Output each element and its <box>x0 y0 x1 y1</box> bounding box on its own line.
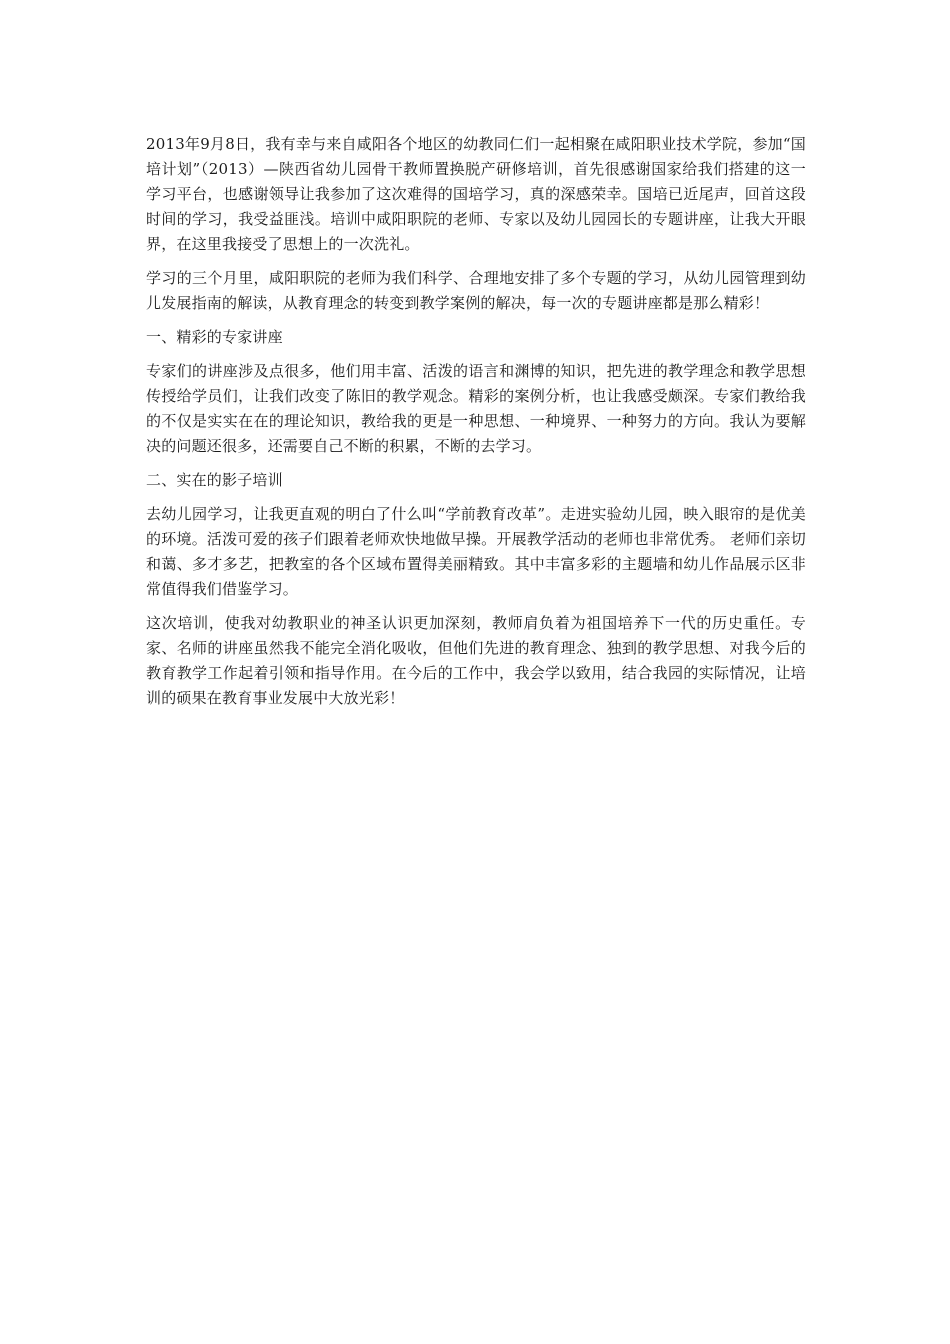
shadow-training-paragraph: 去幼儿园学习，让我更直观的明白了什么叫“学前教育改革”。走进实验幼儿园，映入眼帘的是优美的环境。活泼可爱的孩子们跟着老师欢快地做早操。开展教学活动的老师也非常优秀。 老师们亲切和蔼、多才多艺，把教室的各个区域布置得美丽精致。其中丰富多彩的主题墙和幼儿作品展示区非常值得我们借鉴学习。 <box>146 505 806 598</box>
study-overview-paragraph: 学习的三个月里，咸阳职院的老师为我们科学、合理地安排了多个专题的学习，从幼儿园管理到幼儿发展指南的解读，从教育理念的转变到教学案例的解决，每一次的专题讲座都是那么精彩！ <box>146 269 806 312</box>
expert-lectures-paragraph: 专家们的讲座涉及点很多，他们用丰富、活泼的语言和渊博的知识，把先进的教学理念和教学思想传授给学员们，让我们改变了陈旧的教学观念。精彩的案例分析，也让我感受颇深。专家们教给我的不仅是实实在在的理论知识，教给我的更是一种思想、一种境界、一种努力的方向。我认为要解决的问题还很多，还需要自己不断的积累，不断的去学习。 <box>146 362 806 455</box>
section-heading-shadow-training: 二、实在的影子培训 <box>146 471 283 489</box>
conclusion-paragraph: 这次培训，使我对幼教职业的神圣认识更加深刻，教师肩负着为祖国培养下一代的历史重任。专家、名师的讲座虽然我不能完全消化吸收，但他们先进的教育理念、独到的教学思想、对我今后的教育教学工作起着引领和指导作用。在今后的工作中，我会学以致用，结合我园的实际情况，让培训的硕果在教育事业发展中大放光彩！ <box>146 614 806 707</box>
section-heading-expert-lectures: 一、精彩的专家讲座 <box>146 328 283 346</box>
intro-paragraph: 2013年9月8日，我有幸与来自咸阳各个地区的幼教同仁们一起相聚在咸阳职业技术学院，参加“国培计划”（2013）—陕西省幼儿园骨干教师置换脱产研修培训，首先很感谢国家给我们搭建的这一学习平台，也感谢领导让我参加了这次难得的国培学习，真的深感荣幸。国培已近尾声，回首这段时间的学习，我受益匪浅。培训中咸阳职院的老师、专家以及幼儿园园长的专题讲座，让我大开眼界，在这里我接受了思想上的一次洗礼。 <box>146 135 806 253</box>
document-body <box>146 132 806 720</box>
